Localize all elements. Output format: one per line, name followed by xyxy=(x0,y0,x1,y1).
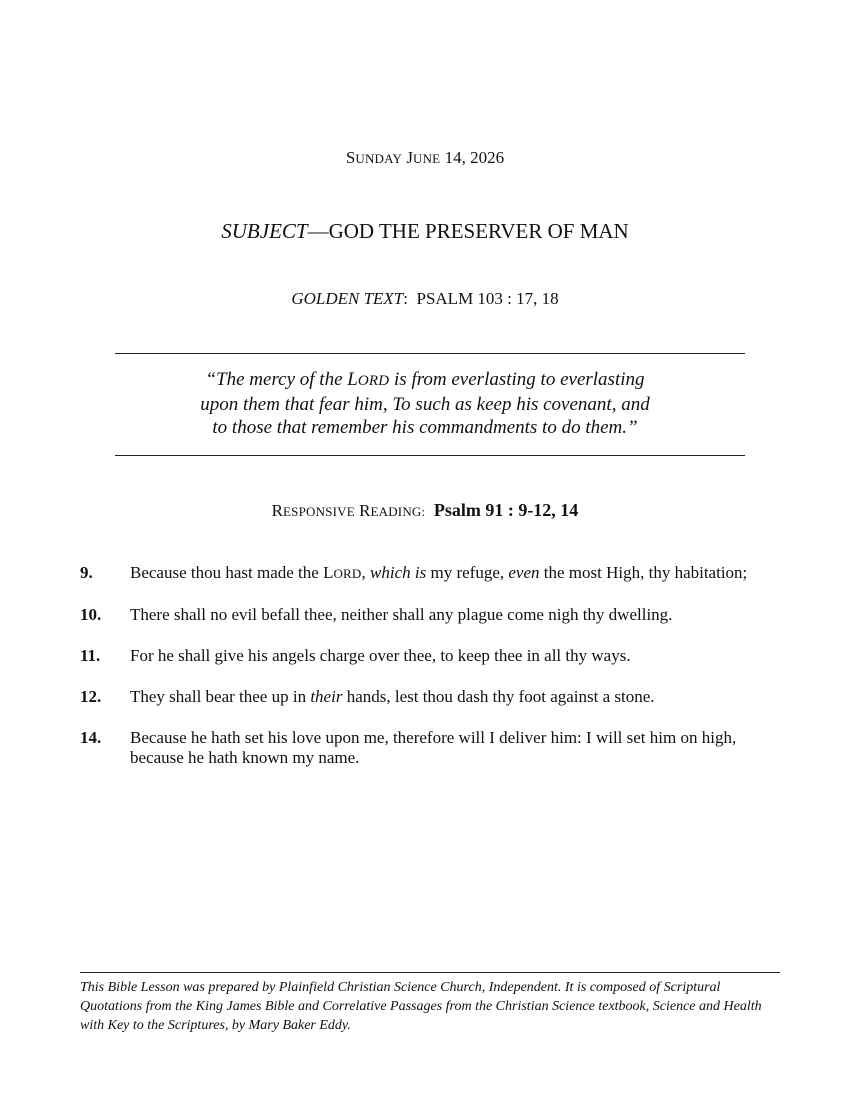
quote-line-3: to those that remember his commandments to do them.” xyxy=(212,417,638,438)
verse-text: Because thou hast made the LORD, which is my refuge, even the most High, thy habitation; xyxy=(130,563,748,582)
verse-text: They shall bear thee up in their hands, lest thou dash thy foot against a stone. xyxy=(130,687,655,706)
subject-label: SUBJECT xyxy=(221,219,308,243)
verse-text: For he shall give his angels charge over thee, to keep thee in all thy ways. xyxy=(130,646,631,665)
lesson-date: SUNDAY JUNE 14, 2026 xyxy=(345,148,505,167)
verse-number: 14. xyxy=(80,728,102,747)
verse-number: 12. xyxy=(80,687,102,706)
lesson-subject: SUBJECT—GOD THE PRESERVER OF MAN xyxy=(221,219,629,243)
verse-item xyxy=(80,646,780,666)
verse-text: There shall no evil befall thee, neither shall any plague come nigh thy dwelling. xyxy=(130,605,673,624)
verse-item xyxy=(80,728,780,768)
golden-text-reference: PSALM 103 : 17, 18 xyxy=(416,289,559,308)
quote-line-2: upon them that fear him, To such as keep his covenant, and xyxy=(200,394,650,415)
verse-item xyxy=(80,605,780,625)
responsive-reading-heading: RESPONSIVE READING: Psalm 91 : 9-12, 14 xyxy=(271,500,579,520)
golden-text-label: GOLDEN TEXT xyxy=(291,289,404,308)
divider-top xyxy=(115,353,745,354)
footer-divider xyxy=(80,972,780,973)
footer-note: This Bible Lesson was prepared by Plainfield Christian Science Church, Independent. It is composed of Scriptural Quotations from the King James Bible and Correlative Passages from the Christian Science textbook, Science and Health with Key to the Scriptures, by Mary Baker Eddy. xyxy=(80,980,762,1033)
verse-number: 10. xyxy=(80,605,102,624)
verse-number: 9. xyxy=(80,563,93,582)
verse-number: 11. xyxy=(80,646,101,665)
golden-text-heading: GOLDEN TEXT: PSALM 103 : 17, 18 xyxy=(291,289,559,308)
subject-text: GOD THE PRESERVER OF MAN xyxy=(328,219,629,243)
quote-line-1: “The mercy of the LORD is from everlasting to everlasting xyxy=(205,369,645,390)
verse-item xyxy=(80,687,780,707)
responsive-reading-reference: Psalm 91 : 9-12, 14 xyxy=(433,500,579,520)
verse-item xyxy=(80,563,780,584)
golden-text-quote xyxy=(0,368,850,439)
verse-list xyxy=(80,563,780,789)
verse-text: Because he hath set his love upon me, therefore will I deliver him: I will set him on high, because he hath known my name. xyxy=(130,728,737,767)
divider-bottom xyxy=(115,455,745,456)
